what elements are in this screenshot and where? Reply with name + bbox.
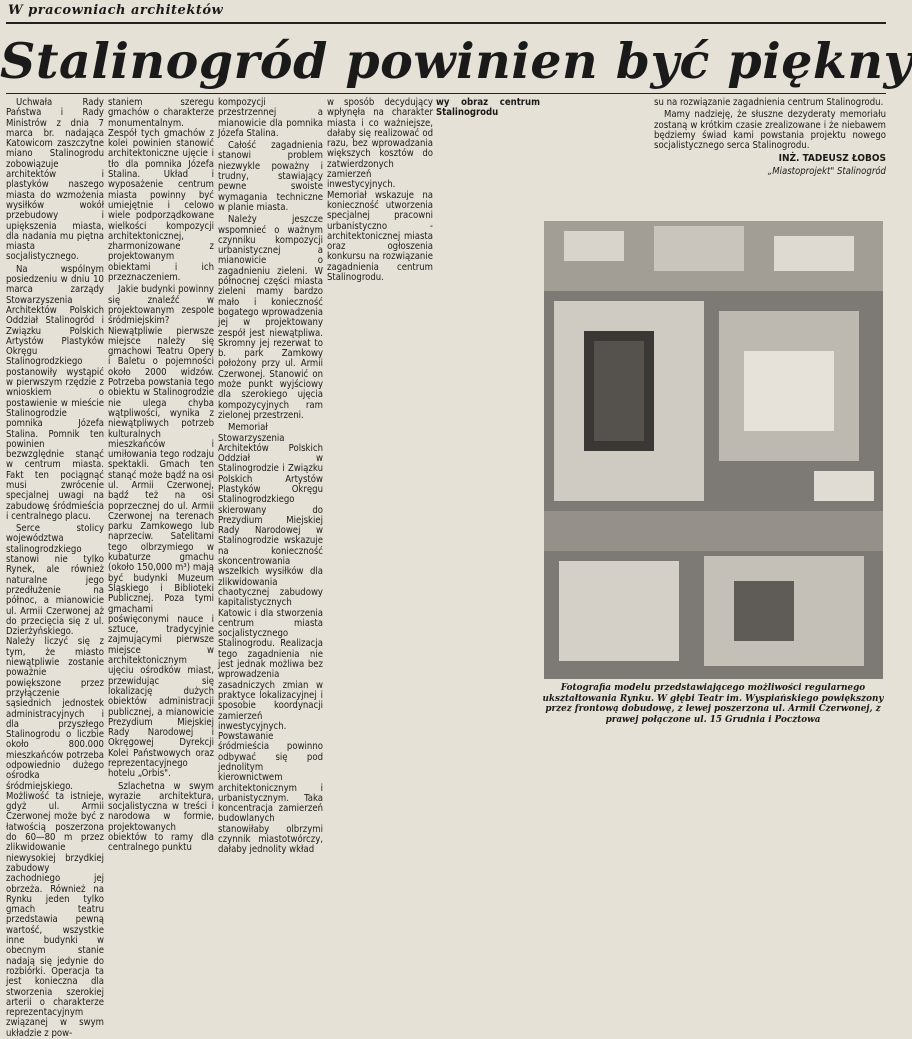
paragraph: Należy jeszcze wspomnieć o ważnym czynniku kompozycji urbanistycznej a mianowicie o zagadnieniu zieleni. W północnej części miasta zieleni mamy bardzo mało i konieczność bogatego wprowadzenia jej w projektowany zespół jest niewątpliwa. Skromny jej rezerwat to b. park Zamkowy położony przy ul. Armii Czerwonej. Stanowić on może punkt wyjściowy dla szerokiego ujęcia kompozycyjnych ram zielonej przestrzeni. bbox=[218, 214, 323, 421]
paragraph: Szlachetna w swym wyrazie architektura, socjalistyczna w treści i narodowa w formie, projektowanych obiektów to ramy dla centralnego punktu bbox=[108, 780, 214, 854]
column-2 bbox=[108, 97, 214, 854]
paragraph: Memoriał Stowarzyszenia Architektów Polskich Oddział w Stalinogrodzie i Związku Polskich Artystów Plastyków Okręgu Stalinogrodzkiego skierowany do Prezydium Miejskiej Rady Narodowej w Stalinogrodzie wskazuje na konieczność skoncentrowania wszelkich wysiłków dla zlikwidowania chaotycznej zabudowy kapitalistycznych Katowic i dla stworzenia centrum miasta socjalistycznego Stalinogrodu. Realizacja tego zagadnienia nie jest jednak możliwa bez wprowadzenia zasadniczych zmian w praktyce lokalizacyjnej i sposobie koordynacji zamierzeń inwestycyjnych. Powstawanie śródmieścia powinno odbywać się pod jednolitym kierownictwem architektonicznym i urbanistycznym. Taka koncentracja zamierzeń budowlanych stanowiłaby olbrzymi czynnik miastotwórczy, dałaby jednolity wkład bbox=[218, 422, 323, 856]
paragraph: Uchwała Rady Państwa i Rady Ministrów z dnia 7 marca br. nadająca Katowicom zaszczytne miano Stalinogrodu zobowiązuje architektów i plastyków naszego miasta do wzmożenia wysiłków wokół przebudowy i upiększenia miasta, dla nadania mu piętna miasta socjalistycznego. bbox=[6, 97, 104, 263]
paragraph: wy obraz centrum Stalinogrodu bbox=[436, 97, 540, 119]
paragraph: staniem szeregu gmachów o charakterze monumentalnym. Zespół tych gmachów z kolei powinien stanowić architektoniczne ujęcie i tło dla pomnika Józefa Stalina. Układ i wyposażenie centrum miasta powinny być umiejętnie i celowo wiele podporządkowane wielkości kompozycji architektonicznej, zharmonizowane z projektowanym obiektami i ich przeznaczeniem. bbox=[108, 97, 214, 284]
column-1 bbox=[6, 97, 104, 1039]
column-3 bbox=[327, 98, 433, 762]
paragraph: Jakie budynki powinny się znaleźć w projektowanym zespole śródmiejskim? Niewątpliwie pierwsze miejsce należy się gmachowi Teatru Opery i Baletu o pojemności około 2000 widzów. Potrzeba powstania tego obiektu w Stalinogrodzie nie ulega chyba wątpliwości, wynika z niewątpliwych potrzeb kulturalnych mieszkańców i umiłowania tego rodzaju spektakli. Gmach ten stanąć może bądź na osi ul. Armii Czerwonej, bądź też na osi poprzecznej do ul. Armii Czerwonej na terenach parku Zamkowego lub naprzeciw. Satelitami tego olbrzymiego w kubaturze gmachu (około 150,000 m³) mają być budynki Muzeum Śląskiego i Biblioteki Publicznej. Poza tymi gmachami poświęconymi nauce i sztuce, tradycyjnie zajmującymi pierwsze miejsce w architektonicznym ujęciu ośrodków miast, przewidując się lokalizację dużych obiektów administracji publicznej, a mianowicie Prezydium Miejskiej Rady Narodowej i Okręgowej Dyrekcji Kolei Państwowych oraz reprezentacyjnego hotelu „Orbis". bbox=[108, 284, 214, 780]
headline: Stalinogród powinien być piękny bbox=[0, 32, 912, 90]
author-org: „Miastoprojekt" Stalinogród bbox=[767, 165, 886, 177]
column-5 bbox=[654, 98, 886, 218]
column-2b bbox=[218, 97, 323, 856]
section-label: W pracowniach architektów bbox=[8, 3, 224, 18]
paragraph: su na rozwiązanie zagadnienia centrum Stalinogrodu. bbox=[654, 97, 884, 108]
column-4 bbox=[436, 98, 540, 218]
headline-rule bbox=[6, 93, 886, 94]
paragraph: Mamy nadzieję, że słuszne dezyderaty memoriału zostaną w krótkim czasie zrealizowane i że niebawem będziemy świad kami powstania projektu nowego socjalistycznego serca Stalinogrodu. bbox=[654, 109, 886, 152]
photo-illustration bbox=[544, 221, 883, 679]
paragraph: kompozycji przestrzennej a mianowicie dla pomnika Józefa Stalina. bbox=[218, 97, 323, 139]
paragraph: Całość zagadnienia stanowi problem niezwykle poważny i trudny, stawiający pewne swoiste wymagania techniczne w planie miasta. bbox=[218, 140, 323, 213]
paragraph: w sposób decydujący wpłynęła na charakter miasta i co ważniejsze, dałaby się realizować od razu, bez wprowadzania większych kosztów do zatwierdzonych zamierzeń inwestycyjnych. Memoriał wskazuje na konieczność utworzenia specjalnej pracowni urbanistyczno - architektonicznej miasta oraz ogłoszenia konkursu na rozwiązanie zagadnienia centrum Stalinogrodu. bbox=[327, 97, 433, 284]
column-5a bbox=[544, 98, 649, 218]
paragraph: Serce stolicy województwa stalinogrodzkiego stanowi nie tylko Rynek, ale również naturalne jego przedłużenie na północ, a mianowicie ul. Armii Czerwonej aż do przecięcia się z ul. Dzierżyńskiego. Należy liczyć się z tym, że miasto niewątpliwie zostanie poważnie powiększone przez przyłączenie sąsiednich jednostek administracyjnych i dla przyszłego Stalinogrodu o liczbie około 800.000 mieszkańców potrzeba odpowiednio dużego ośrodka śródmiejskiego. Możliwość ta istnieje, gdyż ul. Armii Czerwonej może być z łatwością poszerzona do 60—80 m przez zlikwidowanie niewysokiej brzydkiej zabudowy zachodniego jej obrzeża. Również na Rynku jeden tylko gmach teatru przedstawia pewną wartość, wszystkie inne budynki w obecnym stanie nadają się jedynie do rozbiórki. Operacja ta jest konieczna dla stworzenia szerokiej arterii o charakterze reprezentacyjnym związanej w swym układzie z pow- bbox=[6, 523, 104, 1039]
section-rule bbox=[6, 22, 886, 24]
paragraph: Na wspólnym posiedzeniu w dniu 10 marca zarządy Stowarzyszenia Architektów Polskich Oddział Stalinogród i Związku Polskich Artystów Plastyków Okręgu Stalinogrodzkiego postanowiły wystąpić w pierwszym rzędzie z wnioskiem o postawienie w mieście Stalinogrodzie pomnika Józefa Stalina. Pomnik ten powinien bezwzględnie stanąć w centrum miasta. Fakt ten pociągnąć musi zwrócenie specjalnej uwagi na zabudowę śródmieścia i centralnego placu. bbox=[6, 263, 104, 522]
author-name: INŻ. TADEUSZ ŁOBOS bbox=[778, 153, 886, 165]
city-model-photo bbox=[544, 221, 883, 679]
photo-caption: Fotografia modelu przedstawiającego możliwości regularnego ukształtowania Rynku. W głębi Teatr im. Wyspiańskiego powiększony przez frontową dobudowę, z lewej poszerzona ul. Armii Czerwonej, z prawej połączone ul. 15 Grudnia i Pocztowa bbox=[542, 683, 884, 725]
